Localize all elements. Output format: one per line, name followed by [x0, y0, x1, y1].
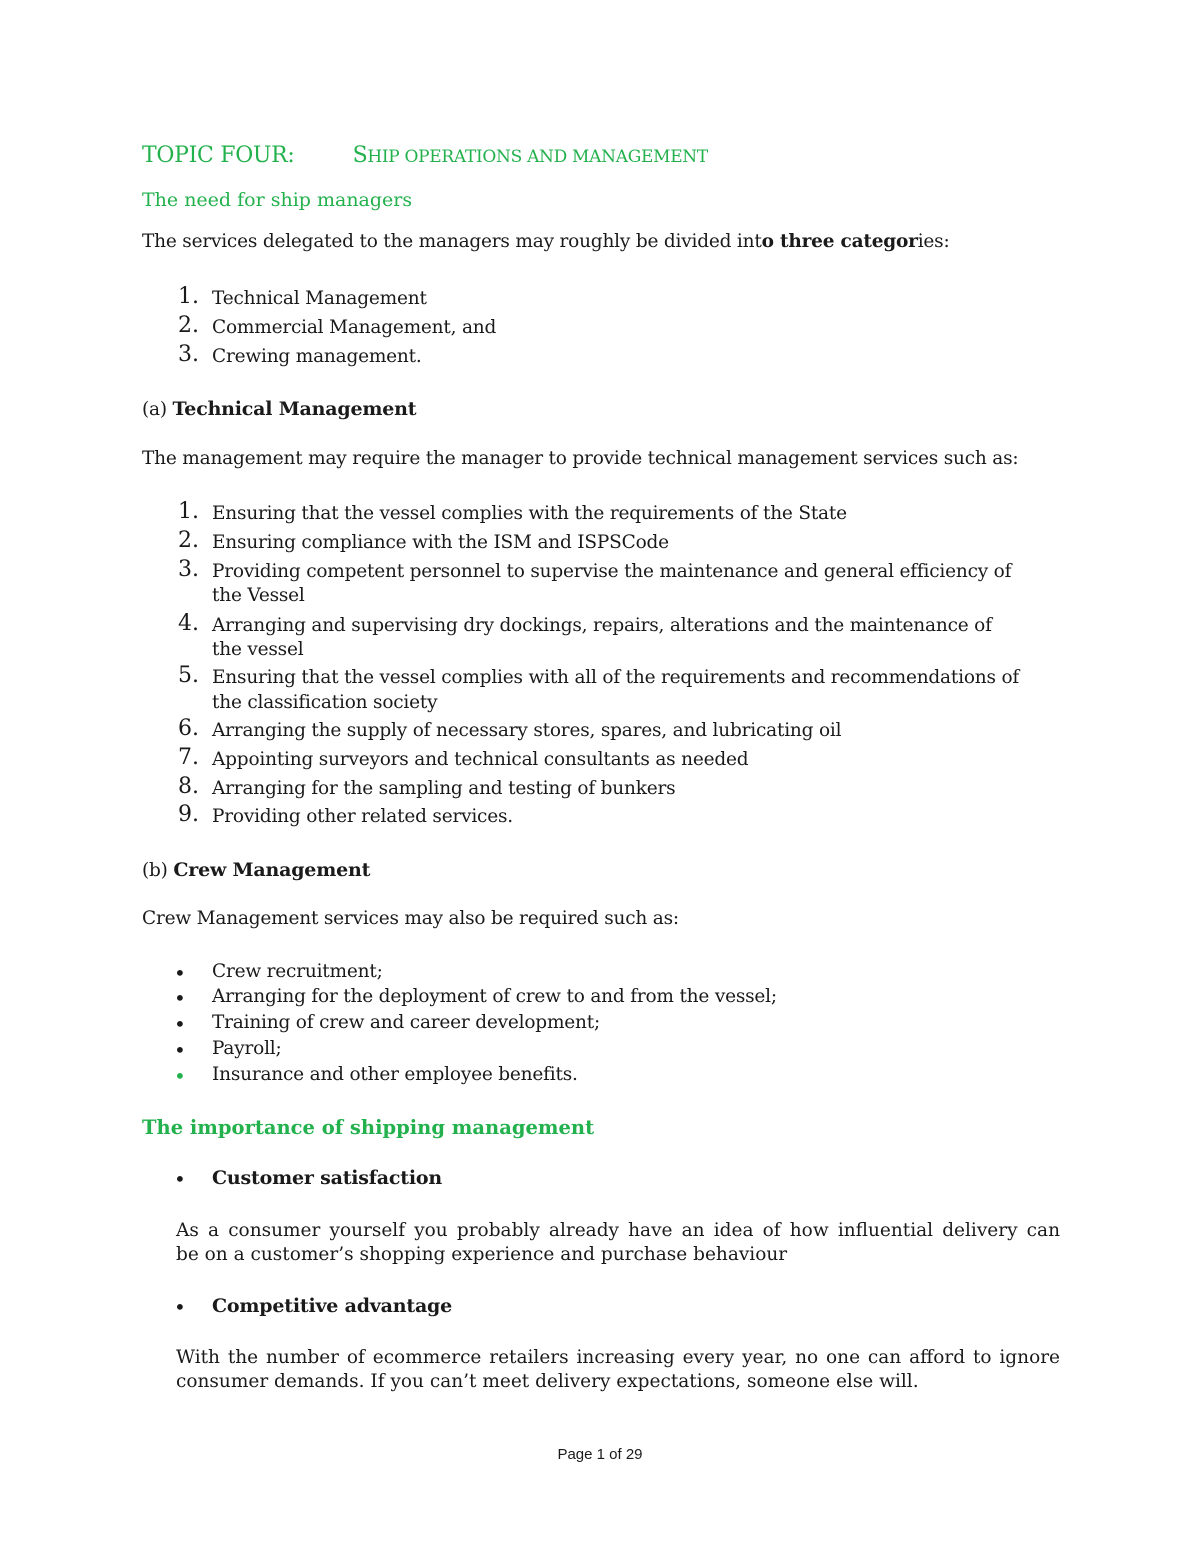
list-text: Arranging the supply of necessary stores, spares, and lubricating oil: [212, 720, 842, 741]
list-text: Training of crew and career development;: [212, 1012, 601, 1033]
topic-label: TOPIC FOUR:: [142, 143, 295, 168]
list-text: Ensuring that the vessel complies with all of the requirements and recommendations of: [212, 667, 1020, 688]
list-text-cont: the Vessel: [212, 585, 305, 606]
crew-title: Crew Management: [173, 859, 371, 881]
topic-rest: HIP OPERATIONS AND MANAGEMENT: [367, 147, 708, 167]
list-text: Ensuring compliance with the ISM and ISPSCode: [212, 532, 669, 553]
bullet-icon: •: [174, 986, 186, 1010]
bullet-icon: •: [174, 1064, 186, 1088]
section-title: Competitive advantage: [212, 1295, 453, 1317]
list-text: Technical Management: [212, 288, 427, 309]
need-intro-bold: o three categor: [761, 231, 918, 252]
technical-intro: The management may require the manager to provide technical management services such as:: [142, 448, 1019, 469]
list-text: Arranging and supervising dry dockings, repairs, alterations and the maintenance of: [212, 615, 992, 636]
section-body-line: be on a customer’s shopping experience and purchase behaviour: [176, 1244, 788, 1265]
list-text-cont: the vessel: [212, 639, 304, 660]
list-text: Arranging for the deployment of crew to and from the vessel;: [212, 986, 777, 1007]
list-text: Crew recruitment;: [212, 961, 383, 982]
section-title: Customer satisfaction: [212, 1167, 442, 1189]
section-body: [176, 1219, 1060, 1267]
list-text: Commercial Management, and: [212, 317, 497, 338]
list-number: 5.: [178, 663, 199, 688]
list-number: 7.: [178, 745, 199, 770]
bullet-icon: •: [174, 1295, 186, 1319]
bullet-icon: •: [174, 1167, 186, 1191]
list-number: 3.: [178, 342, 199, 367]
list-text-cont: the classification society: [212, 692, 438, 713]
need-intro-suffix: ies:: [917, 231, 950, 252]
section-body: [176, 1346, 1060, 1394]
topic-initial: S: [352, 143, 368, 168]
bullet-icon: •: [174, 1038, 186, 1062]
importance-heading: The importance of shipping management: [142, 1116, 595, 1139]
list-number: 1.: [178, 499, 199, 524]
list-text: Appointing surveyors and technical consultants as needed: [212, 749, 749, 770]
list-number: 3.: [178, 557, 199, 582]
page-number: Page 1 of 29: [557, 1446, 643, 1463]
bullet-icon: •: [174, 1012, 186, 1036]
section-body-line: consumer demands. If you can’t meet delivery expectations, someone else will.: [176, 1371, 919, 1392]
section-body-line: With the number of ecommerce retailers increasing every year, no one can afford to ignore: [176, 1347, 1060, 1368]
technical-heading: [142, 398, 416, 420]
list-text: Crewing management.: [212, 346, 422, 367]
list-text: Providing competent personnel to supervise the maintenance and general efficiency of: [212, 561, 1012, 582]
list-number: 6.: [178, 716, 199, 741]
crew-intro: Crew Management services may also be required such as:: [142, 908, 679, 929]
list-number: 9.: [178, 802, 199, 827]
list-number: 2.: [178, 528, 199, 553]
technical-prefix: (a): [142, 399, 173, 420]
list-number: 2.: [178, 313, 199, 338]
crew-prefix: (b): [142, 860, 174, 881]
need-intro-text: The services delegated to the managers may roughly be divided int: [142, 231, 762, 252]
list-text: Payroll;: [212, 1038, 282, 1059]
list-text: Ensuring that the vessel complies with the requirements of the State: [212, 503, 847, 524]
list-text: Arranging for the sampling and testing of bunkers: [212, 778, 676, 799]
bullet-icon: •: [174, 961, 186, 985]
need-heading: The need for ship managers: [142, 189, 413, 211]
crew-heading: [142, 859, 370, 881]
list-text: Insurance and other employee benefits.: [212, 1064, 578, 1085]
need-intro: [142, 231, 950, 252]
technical-title: Technical Management: [172, 398, 417, 420]
page-title: [142, 143, 708, 168]
list-number: 8.: [178, 774, 199, 799]
list-number: 4.: [178, 611, 199, 636]
list-text: Providing other related services.: [212, 806, 513, 827]
section-body-line: As a consumer yourself you probably already have an idea of how influential delivery can: [176, 1220, 1060, 1241]
list-number: 1.: [178, 284, 199, 309]
